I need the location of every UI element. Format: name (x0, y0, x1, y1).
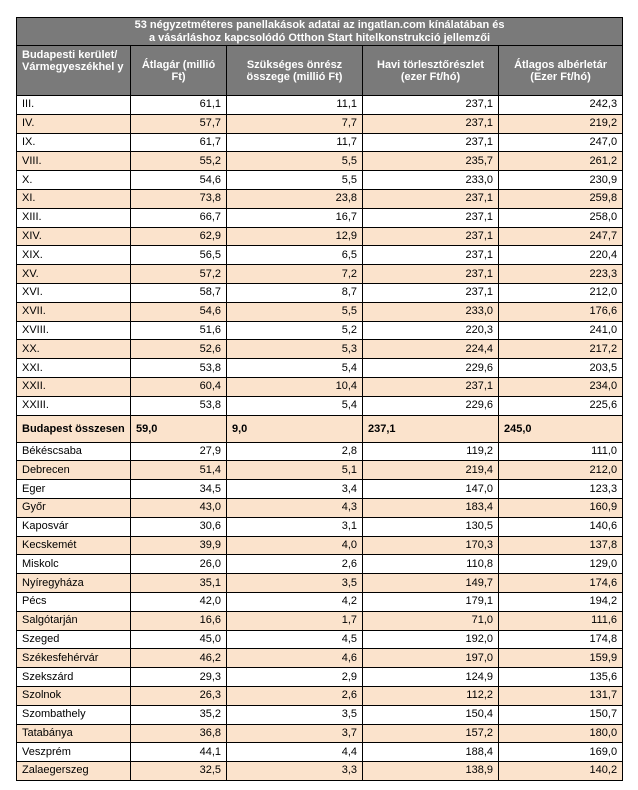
budapest-total-row (17, 415, 623, 442)
rent-cell: 111,6 (499, 611, 623, 630)
price-cell: 27,9 (131, 442, 227, 461)
table-row (17, 517, 623, 536)
own-cell: 8,7 (227, 283, 363, 302)
own-cell: 16,7 (227, 208, 363, 227)
price-cell: 60,4 (131, 377, 227, 396)
table-row (17, 574, 623, 593)
price-cell: 45,0 (131, 630, 227, 649)
monthly-cell: 119,2 (363, 442, 499, 461)
monthly-cell: 150,4 (363, 705, 499, 724)
monthly-cell: 149,7 (363, 574, 499, 593)
name-cell: Békéscsaba (17, 442, 131, 461)
rent-cell: 135,6 (499, 668, 623, 687)
own-cell: 23,8 (227, 189, 363, 208)
monthly-cell: 219,4 (363, 461, 499, 480)
price-cell: 55,2 (131, 152, 227, 171)
table-title-line2: a vásárláshoz kapcsolódó Otthon Start hitelkonstrukció jellemzői (148, 31, 491, 44)
own-cell: 4,5 (227, 630, 363, 649)
name-cell: IX. (17, 133, 131, 152)
price-cell: 56,5 (131, 246, 227, 265)
total-rent-cell: 245,0 (499, 415, 623, 442)
own-cell: 5,4 (227, 396, 363, 415)
price-cell: 35,1 (131, 574, 227, 593)
column-header-monthly-installment: Havi törlesztőrészlet (ezer Ft/hó) (363, 46, 499, 96)
own-cell: 4,0 (227, 536, 363, 555)
table-row (17, 171, 623, 190)
column-header-average-rent: Átlagos albérletár (Ezer Ft/hó) (499, 46, 623, 96)
own-cell: 4,2 (227, 592, 363, 611)
table-title-line1: 53 négyzetméteres panellakások adatai az ingatlan.com kínálatában és (134, 18, 505, 31)
table-row (17, 359, 623, 378)
monthly-cell: 237,1 (363, 283, 499, 302)
monthly-cell: 124,9 (363, 668, 499, 687)
rent-cell: 203,5 (499, 359, 623, 378)
table-row (17, 246, 623, 265)
rent-cell: 219,2 (499, 114, 623, 133)
monthly-cell: 237,1 (363, 208, 499, 227)
table-row (17, 442, 623, 461)
price-cell: 26,0 (131, 555, 227, 574)
table-row (17, 611, 623, 630)
table-row (17, 592, 623, 611)
price-cell: 51,4 (131, 461, 227, 480)
name-cell: Miskolc (17, 555, 131, 574)
table-row (17, 265, 623, 284)
name-cell: XVII. (17, 302, 131, 321)
price-cell: 26,3 (131, 686, 227, 705)
price-cell: 35,2 (131, 705, 227, 724)
price-cell: 46,2 (131, 649, 227, 668)
table-row (17, 555, 623, 574)
rent-cell: 212,0 (499, 461, 623, 480)
name-cell: XI. (17, 189, 131, 208)
monthly-cell: 229,6 (363, 396, 499, 415)
monthly-cell: 179,1 (363, 592, 499, 611)
price-cell: 58,7 (131, 283, 227, 302)
name-cell: Szekszárd (17, 668, 131, 687)
monthly-cell: 224,4 (363, 340, 499, 359)
name-cell: XIX. (17, 246, 131, 265)
rent-cell: 140,6 (499, 517, 623, 536)
table-row (17, 498, 623, 517)
name-cell: Zalaegerszeg (17, 762, 131, 781)
rent-cell: 129,0 (499, 555, 623, 574)
table-row (17, 705, 623, 724)
price-cell: 57,2 (131, 265, 227, 284)
price-cell: 61,7 (131, 133, 227, 152)
own-cell: 3,1 (227, 517, 363, 536)
name-cell: XIV. (17, 227, 131, 246)
column-header-average-price: Átlagár (millió Ft) (131, 46, 227, 96)
total-own-cell: 9,0 (227, 415, 363, 442)
name-cell: Győr (17, 498, 131, 517)
table-row (17, 649, 623, 668)
own-cell: 5,2 (227, 321, 363, 340)
name-cell: Eger (17, 480, 131, 499)
price-cell: 52,6 (131, 340, 227, 359)
name-cell: Nyíregyháza (17, 574, 131, 593)
total-monthly-cell: 237,1 (363, 415, 499, 442)
table-row (17, 340, 623, 359)
price-cell: 53,8 (131, 359, 227, 378)
own-cell: 5,5 (227, 152, 363, 171)
rent-cell: 176,6 (499, 302, 623, 321)
name-cell: Tatabánya (17, 724, 131, 743)
monthly-cell: 170,3 (363, 536, 499, 555)
rent-cell: 194,2 (499, 592, 623, 611)
name-cell: Székesfehérvár (17, 649, 131, 668)
price-cell: 43,0 (131, 498, 227, 517)
monthly-cell: 237,1 (363, 96, 499, 115)
monthly-cell: 192,0 (363, 630, 499, 649)
rent-cell: 174,6 (499, 574, 623, 593)
name-cell: XX. (17, 340, 131, 359)
monthly-cell: 183,4 (363, 498, 499, 517)
table-row (17, 114, 623, 133)
budapest-total-section (17, 415, 623, 442)
rent-cell: 261,2 (499, 152, 623, 171)
own-cell: 3,5 (227, 705, 363, 724)
name-cell: XXIII. (17, 396, 131, 415)
own-cell: 6,5 (227, 246, 363, 265)
rent-cell: 137,8 (499, 536, 623, 555)
own-cell: 5,3 (227, 340, 363, 359)
table-row (17, 152, 623, 171)
name-cell: Veszprém (17, 743, 131, 762)
table-row (17, 189, 623, 208)
own-cell: 4,4 (227, 743, 363, 762)
monthly-cell: 229,6 (363, 359, 499, 378)
own-cell: 2,9 (227, 668, 363, 687)
name-cell: Debrecen (17, 461, 131, 480)
table-row (17, 96, 623, 115)
own-cell: 7,7 (227, 114, 363, 133)
own-cell: 11,7 (227, 133, 363, 152)
name-cell: Salgótarján (17, 611, 131, 630)
column-header-own-contribution: Szükséges önrész összege (millió Ft) (227, 46, 363, 96)
own-cell: 12,9 (227, 227, 363, 246)
table-row (17, 536, 623, 555)
monthly-cell: 71,0 (363, 611, 499, 630)
name-cell: XXI. (17, 359, 131, 378)
price-cell: 39,9 (131, 536, 227, 555)
table-row (17, 302, 623, 321)
own-cell: 2,6 (227, 555, 363, 574)
price-cell: 32,5 (131, 762, 227, 781)
own-cell: 5,5 (227, 302, 363, 321)
rent-cell: 180,0 (499, 724, 623, 743)
table-row (17, 743, 623, 762)
rent-cell: 212,0 (499, 283, 623, 302)
rent-cell: 160,9 (499, 498, 623, 517)
monthly-cell: 130,5 (363, 517, 499, 536)
own-cell: 5,1 (227, 461, 363, 480)
name-cell: Szolnok (17, 686, 131, 705)
own-cell: 3,5 (227, 574, 363, 593)
name-cell: III. (17, 96, 131, 115)
monthly-cell: 237,1 (363, 189, 499, 208)
table-row (17, 686, 623, 705)
own-cell: 3,7 (227, 724, 363, 743)
total-price-cell: 59,0 (131, 415, 227, 442)
name-cell: VIII. (17, 152, 131, 171)
own-cell: 3,4 (227, 480, 363, 499)
monthly-cell: 237,1 (363, 246, 499, 265)
monthly-cell: 197,0 (363, 649, 499, 668)
price-cell: 54,6 (131, 171, 227, 190)
rent-cell: 241,0 (499, 321, 623, 340)
rent-cell: 111,0 (499, 442, 623, 461)
rent-cell: 258,0 (499, 208, 623, 227)
price-cell: 53,8 (131, 396, 227, 415)
table-row (17, 396, 623, 415)
monthly-cell: 147,0 (363, 480, 499, 499)
own-cell: 5,4 (227, 359, 363, 378)
column-header-district: Budapesti kerület/ Vármegyeszékhel y (17, 46, 131, 96)
own-cell: 1,7 (227, 611, 363, 630)
price-cell: 16,6 (131, 611, 227, 630)
own-cell: 4,6 (227, 649, 363, 668)
price-cell: 51,6 (131, 321, 227, 340)
monthly-cell: 237,1 (363, 133, 499, 152)
name-cell: X. (17, 171, 131, 190)
price-cell: 29,3 (131, 668, 227, 687)
price-cell: 62,9 (131, 227, 227, 246)
rent-cell: 131,7 (499, 686, 623, 705)
monthly-cell: 235,7 (363, 152, 499, 171)
rent-cell: 234,0 (499, 377, 623, 396)
own-cell: 2,8 (227, 442, 363, 461)
name-cell: Kaposvár (17, 517, 131, 536)
monthly-cell: 112,2 (363, 686, 499, 705)
name-cell: XV. (17, 265, 131, 284)
price-cell: 73,8 (131, 189, 227, 208)
rent-cell: 159,9 (499, 649, 623, 668)
total-name-cell: Budapest összesen (17, 415, 131, 442)
rent-cell: 220,4 (499, 246, 623, 265)
price-cell: 44,1 (131, 743, 227, 762)
rent-cell: 217,2 (499, 340, 623, 359)
price-cell: 36,8 (131, 724, 227, 743)
rent-cell: 223,3 (499, 265, 623, 284)
table-row (17, 630, 623, 649)
table-row (17, 724, 623, 743)
price-cell: 30,6 (131, 517, 227, 536)
table-row (17, 668, 623, 687)
price-cell: 42,0 (131, 592, 227, 611)
table-row (17, 762, 623, 781)
rent-cell: 150,7 (499, 705, 623, 724)
rent-cell: 230,9 (499, 171, 623, 190)
monthly-cell: 138,9 (363, 762, 499, 781)
rent-cell: 259,8 (499, 189, 623, 208)
name-cell: XVIII. (17, 321, 131, 340)
table-row (17, 377, 623, 396)
price-cell: 34,5 (131, 480, 227, 499)
name-cell: Szeged (17, 630, 131, 649)
budapest-rows (17, 96, 623, 416)
table-row (17, 480, 623, 499)
rent-cell: 247,0 (499, 133, 623, 152)
rent-cell: 140,2 (499, 762, 623, 781)
own-cell: 3,3 (227, 762, 363, 781)
monthly-cell: 237,1 (363, 114, 499, 133)
own-cell: 2,6 (227, 686, 363, 705)
name-cell: XVI. (17, 283, 131, 302)
own-cell: 5,5 (227, 171, 363, 190)
name-cell: Pécs (17, 592, 131, 611)
table-title (17, 18, 623, 46)
name-cell: XIII. (17, 208, 131, 227)
price-cell: 57,7 (131, 114, 227, 133)
rent-cell: 123,3 (499, 480, 623, 499)
own-cell: 10,4 (227, 377, 363, 396)
own-cell: 4,3 (227, 498, 363, 517)
monthly-cell: 220,3 (363, 321, 499, 340)
own-cell: 11,1 (227, 96, 363, 115)
table-row (17, 133, 623, 152)
monthly-cell: 188,4 (363, 743, 499, 762)
name-cell: XXII. (17, 377, 131, 396)
county-seat-rows (17, 442, 623, 780)
price-cell: 66,7 (131, 208, 227, 227)
table-row (17, 208, 623, 227)
table-row (17, 227, 623, 246)
rent-cell: 169,0 (499, 743, 623, 762)
rent-cell: 247,7 (499, 227, 623, 246)
table-row (17, 283, 623, 302)
price-cell: 54,6 (131, 302, 227, 321)
rent-cell: 242,3 (499, 96, 623, 115)
price-cell: 61,1 (131, 96, 227, 115)
table-row (17, 321, 623, 340)
monthly-cell: 233,0 (363, 302, 499, 321)
monthly-cell: 237,1 (363, 377, 499, 396)
monthly-cell: 237,1 (363, 265, 499, 284)
monthly-cell: 157,2 (363, 724, 499, 743)
rent-cell: 174,8 (499, 630, 623, 649)
table-row (17, 461, 623, 480)
name-cell: Szombathely (17, 705, 131, 724)
name-cell: Kecskemét (17, 536, 131, 555)
housing-data-table (16, 17, 623, 781)
data-table-container (16, 17, 622, 781)
monthly-cell: 233,0 (363, 171, 499, 190)
name-cell: IV. (17, 114, 131, 133)
rent-cell: 225,6 (499, 396, 623, 415)
own-cell: 7,2 (227, 265, 363, 284)
monthly-cell: 237,1 (363, 227, 499, 246)
monthly-cell: 110,8 (363, 555, 499, 574)
